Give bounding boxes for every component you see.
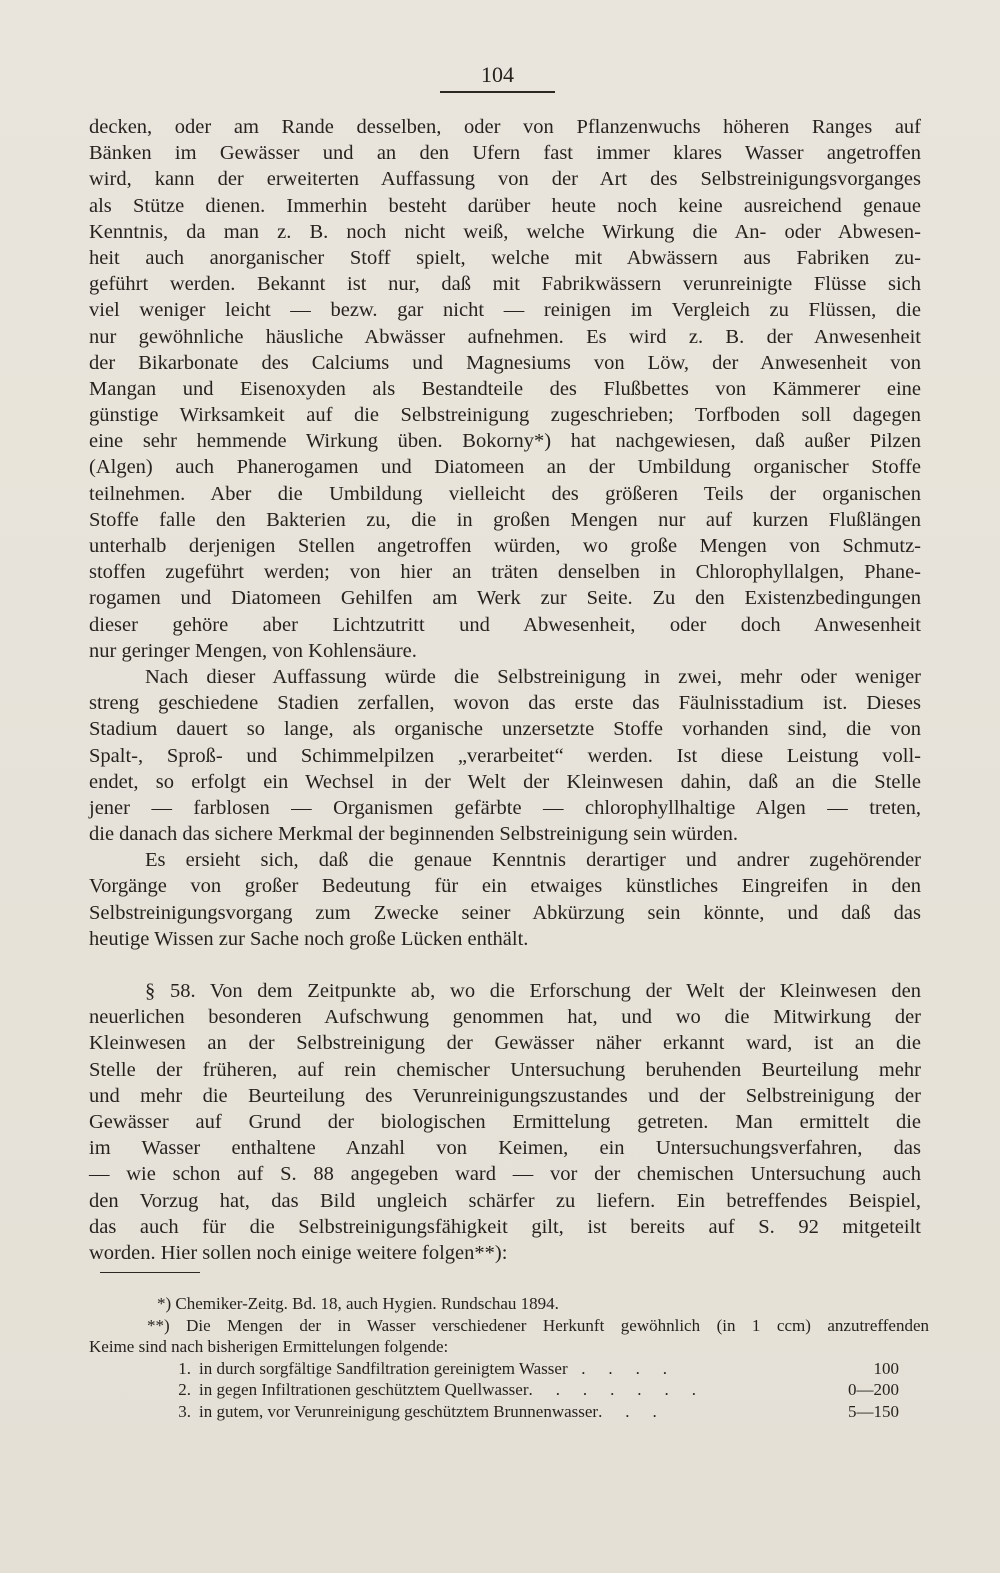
page-number: 104 bbox=[481, 62, 514, 87]
text-line: Kenntnis, da man z. B. noch nicht weiß, welche Wirkung die An- oder Abwesen- bbox=[89, 220, 921, 243]
footnote-rule bbox=[100, 1272, 200, 1273]
text-line: das auch für die Selbstreinigungsfähigkeit gilt, ist bereits auf S. 92 mitgeteilt bbox=[89, 1215, 921, 1238]
text-line: Stadium dauert so lange, als organische unzersetzte Stoffe vorhanden sind, die von bbox=[89, 718, 921, 741]
list-number: 2. bbox=[178, 1380, 191, 1399]
list-value: 5—150 bbox=[848, 1401, 899, 1421]
text-line: den Vorzug hat, das Bild ungleich schärfer zu liefern. Ein betreffendes Beispiel, bbox=[89, 1189, 921, 1212]
text-line: Vorgänge von großer Bedeutung für ein etwaiges künstliches Eingreifen in den bbox=[89, 875, 921, 898]
text-line: Kleinwesen an der Selbstreinigung der Gewässer näher erkannt ward, ist an die bbox=[89, 1032, 921, 1055]
text-line: nur geringer Mengen, von Kohlensäure. bbox=[89, 639, 417, 662]
text-line: streng geschiedene Stadien zerfallen, wovon das erste das Fäulnisstadium ist. Dieses bbox=[89, 692, 921, 715]
text-line: endet, so erfolgt ein Wechsel in der Welt der Kleinwesen dahin, daß an die Stelle bbox=[89, 770, 921, 793]
footnote-list-item bbox=[89, 1358, 929, 1380]
text-line: nur gewöhnliche häusliche Abwässer aufnehmen. Es wird z. B. der Anwesenheit bbox=[89, 325, 921, 348]
text-line: im Wasser enthaltene Anzahl von Keimen, ein Untersuchungsverfahren, das bbox=[89, 1137, 921, 1160]
list-text: in durch sorgfältige Sandfiltration gereinigtem Wasser . . . . bbox=[199, 1358, 677, 1378]
text-line: (Algen) auch Phanerogamen und Diatomeen an der Umbildung organischer Stoffe bbox=[89, 456, 921, 479]
text-line: eine sehr hemmende Wirkung üben. Bokorny*) hat nachgewiesen, daß außer Pilzen bbox=[89, 430, 921, 453]
list-text: in gegen Infiltrationen geschütztem Quellwasser. . . . . . . bbox=[199, 1380, 706, 1399]
text-line: und mehr die Beurteilung des Verunreinigungszustandes und der Selbstreinigung der bbox=[89, 1084, 921, 1107]
list-text: in gutem, vor Verunreinigung geschütztem Brunnenwasser. . . bbox=[199, 1401, 667, 1421]
list-value: 100 bbox=[873, 1358, 899, 1378]
text-line: § 58. Von dem Zeitpunkte ab, wo die Erforschung der Welt der Kleinwesen den bbox=[145, 980, 921, 1002]
text-line: unterhalb derjenigen Stellen angetroffen würden, wo große Mengen von Schmutz- bbox=[89, 535, 921, 557]
text-line: neuerlichen besonderen Aufschwung genommen hat, und wo die Mitwirkung der bbox=[89, 1006, 921, 1029]
text-line: Spalt-, Sproß- und Schimmelpilzen „verarbeitet“ werden. Ist diese Leistung voll- bbox=[89, 744, 921, 767]
text-line: Stoffe falle den Bakterien zu, die in großen Mengen nur auf kurzen Flußlängen bbox=[89, 508, 921, 531]
text-line: teilnehmen. Aber die Umbildung vielleicht des größeren Teils der organischen bbox=[89, 482, 921, 505]
paragraph-gap bbox=[89, 952, 921, 978]
text-line: Nach dieser Auffassung würde die Selbstreinigung in zwei, mehr oder weniger bbox=[145, 665, 921, 688]
text-line: Stelle der früheren, auf rein chemischer Untersuchung beruhenden Beurteilung mehr bbox=[89, 1058, 921, 1081]
text-line: heutige Wissen zur Sache noch große Lücken enthält. bbox=[89, 927, 529, 950]
footnote-1: *) Chemiker-Zeitg. Bd. 18, auch Hygien. Rundschau 1894. bbox=[157, 1294, 559, 1313]
text-line: Es ersieht sich, daß die genaue Kenntnis derartiger und andrer zugehörender bbox=[145, 849, 921, 872]
text-line: jener — farblosen — Organismen gefärbte — chlorophyllhaltige Algen — treten, bbox=[89, 796, 921, 819]
text-line: rogamen und Diatomeen Gehilfen am Werk zur Seite. Zu den Existenzbedingungen bbox=[89, 587, 921, 610]
page-number-rule bbox=[440, 91, 555, 93]
text-line: der Bikarbonate des Calciums und Magnesiums von Löw, der Anwesenheit von bbox=[89, 351, 921, 374]
list-value: 0—200 bbox=[848, 1380, 899, 1399]
text-line: — wie schon auf S. 88 angegeben ward — vor der chemischen Untersuchung auch bbox=[89, 1163, 921, 1186]
text-line: die danach das sichere Merkmal der beginnenden Selbstreinigung sein würden. bbox=[89, 823, 738, 846]
footnote-list-item bbox=[89, 1379, 929, 1401]
text-line: günstige Wirksamkeit auf die Selbstreinigung zugeschrieben; Torfboden soll dagegen bbox=[89, 404, 921, 427]
text-line: Selbstreinigungsvorgang zum Zwecke seiner Abkürzung sein könnte, und daß das bbox=[89, 901, 921, 924]
text-line: geführt werden. Bekannt ist nur, daß mit Fabrikwässern verunreinigte Flüsse sich bbox=[89, 273, 921, 296]
list-number: 1. bbox=[178, 1358, 191, 1378]
text-line: worden. Hier sollen noch einige weitere folgen**): bbox=[89, 1241, 508, 1264]
text-line: heit auch anorganischer Stoff spielt, welche mit Abwässern aus Fabriken zu- bbox=[89, 246, 921, 269]
text-line: viel weniger leicht — bezw. gar nicht — reinigen im Vergleich zu Flüssen, die bbox=[89, 299, 921, 322]
text-line: dieser gehöre aber Lichtzutritt und Abwesenheit, oder doch Anwesenheit bbox=[89, 613, 921, 636]
footnote-list-item bbox=[89, 1401, 929, 1423]
body-text bbox=[89, 114, 921, 1266]
text-line: Mangan und Eisenoxyden als Bestandteile des Flußbettes von Kämmerer eine bbox=[89, 377, 921, 400]
footnotes bbox=[89, 1293, 929, 1422]
text-line: Bänken im Gewässer und an den Ufern fast immer klares Wasser angetroffen bbox=[89, 142, 921, 165]
text-line: decken, oder am Rande desselben, oder von Pflanzenwuchs höheren Ranges auf bbox=[89, 116, 921, 138]
footnote-2: **) Die Mengen der in Wasser verschiedener Herkunft gewöhnlich (in 1 ccm) anzutreffenden bbox=[147, 1315, 929, 1335]
text-line: Gewässer auf Grund der biologischen Ermittelung getreten. Man ermittelt die bbox=[89, 1110, 921, 1133]
text-line: stoffen zugeführt werden; von hier an träten denselben in Chlorophyllalgen, Phane- bbox=[89, 561, 921, 584]
text-line: wird, kann der erweiterten Auffassung von der Art des Selbstreinigungsvorganges bbox=[89, 168, 921, 191]
text-line: als Stütze dienen. Immerhin besteht darüber heute noch keine ausreichend genaue bbox=[89, 194, 921, 217]
list-number: 3. bbox=[178, 1401, 191, 1421]
footnote-2-continued: Keime sind nach bisherigen Ermittelungen folgende: bbox=[89, 1337, 449, 1356]
